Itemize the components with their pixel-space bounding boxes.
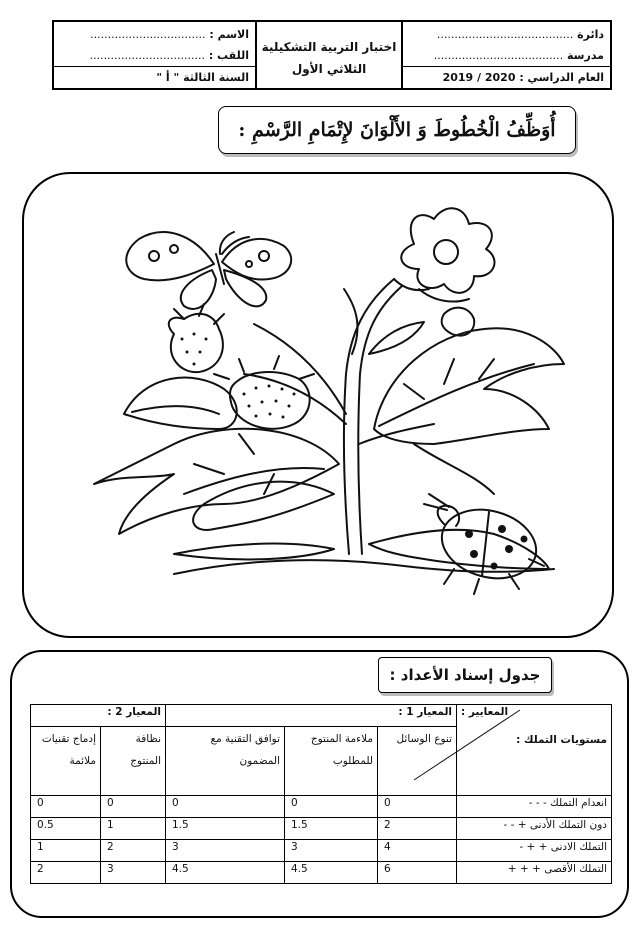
- score-cell: 3: [285, 840, 378, 862]
- surname-label: اللقب :: [208, 49, 249, 62]
- score-cell: 6: [378, 862, 457, 884]
- score-cell: 0: [166, 796, 285, 818]
- year-value: 2019 / 2020: [442, 71, 516, 84]
- header-school-info: [401, 22, 610, 88]
- score-cell: 0: [378, 796, 457, 818]
- exam-term: الثلاثي الأول: [291, 62, 367, 76]
- surname-row: اللقب : .................................: [89, 49, 249, 62]
- sub-criterion-header: ملاءمة المنتوج للمطلوب: [285, 727, 378, 796]
- stem-icon: [244, 279, 434, 554]
- sub-criterion-header: تنوع الوسائل: [378, 727, 457, 796]
- score-cell: 1: [101, 818, 166, 840]
- score-cell: 4: [378, 840, 457, 862]
- table-row: [31, 796, 612, 818]
- table-row: [31, 818, 612, 840]
- school-row: مدرسة .....................................: [433, 49, 604, 62]
- level-cell: التملك الأقصى + + +: [457, 862, 612, 884]
- level-cell: انعدام التملك - - -: [457, 796, 612, 818]
- level-cell: التملك الادنى + + -: [457, 840, 612, 862]
- school-label: مدرسة: [567, 49, 604, 62]
- ladybug-icon: [424, 494, 544, 594]
- drawing-frame: [22, 172, 614, 638]
- flower-icon: [394, 208, 495, 301]
- grading-heading: جدول إسناد الأعداد :: [378, 657, 552, 693]
- class-label: السنة الثالثة " أ ": [156, 71, 249, 84]
- level-cell: دون التملك الأدنى + - -: [457, 818, 612, 840]
- criterion2-header: المعيار 2 :: [31, 705, 166, 727]
- criteria-label: المعايير :: [461, 706, 509, 718]
- year-label: العام الدراسي :: [519, 71, 604, 84]
- score-cell: 1: [31, 840, 101, 862]
- score-cell: 4.5: [285, 862, 378, 884]
- score-cell: 4.5: [166, 862, 285, 884]
- header-student-info: [54, 22, 255, 88]
- score-cell: 3: [166, 840, 285, 862]
- levels-label: مستويات التملك :: [516, 734, 607, 746]
- sub-criterion-header: توافق التقنية مع المضمون: [166, 727, 285, 796]
- name-row: الاسم : .................................: [90, 28, 249, 41]
- strawberry-icon: [169, 304, 474, 429]
- score-cell: 0.5: [31, 818, 101, 840]
- score-cell: 2: [31, 862, 101, 884]
- score-cell: 1.5: [166, 818, 285, 840]
- class-row: [54, 66, 255, 90]
- butterfly-icon: [126, 232, 291, 309]
- score-cell: 0: [31, 796, 101, 818]
- score-cell: 2: [101, 840, 166, 862]
- corner-diagonal-line: [410, 706, 530, 786]
- score-cell: 0: [101, 796, 166, 818]
- task-title: أُوَظِّفُ الْخُطُوطَ وَ الأَلْوَانَ لإِتْمَامِ الرَّسْمِ :: [218, 106, 576, 154]
- criterion1-header: المعيار 1 :: [166, 705, 457, 727]
- score-cell: 1.5: [285, 818, 378, 840]
- directorate-label: دائرة: [577, 28, 604, 41]
- name-label: الاسم :: [209, 28, 249, 41]
- leaf-icon: [94, 322, 564, 569]
- score-cell: 0: [285, 796, 378, 818]
- directorate-row: دائرة .......................................: [436, 28, 604, 41]
- exam-title: اختبار التربية التشكيلية: [261, 40, 397, 54]
- header-exam-info: [255, 22, 401, 88]
- sub-criterion-header: نظافة المنتوج: [101, 727, 166, 796]
- year-row: [403, 66, 610, 90]
- header-box: [52, 20, 612, 90]
- table-row: [31, 840, 612, 862]
- sub-criterion-header: إدماج تقنيات ملائمة: [31, 727, 101, 796]
- score-cell: 3: [101, 862, 166, 884]
- score-cell: 2: [378, 818, 457, 840]
- table-row: [31, 862, 612, 884]
